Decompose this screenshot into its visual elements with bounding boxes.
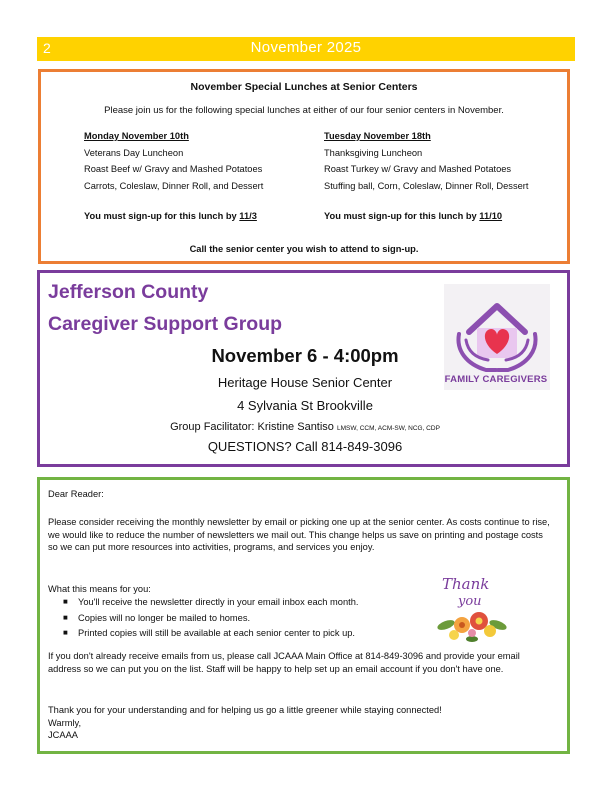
signup-deadline-veterans (84, 211, 257, 221)
dear-reader-box (37, 477, 570, 754)
meeting-address: 4 Sylvania St Brookville (237, 398, 373, 413)
list-item (60, 612, 358, 628)
list-item-text: You'll receive the newsletter directly in your email inbox each month. (78, 597, 359, 607)
lunches-intro: Please join us for the following special lunches at either of our four senior centers in November. (104, 105, 504, 116)
call-note: Call the senior center you wish to attend to sign-up. (189, 244, 419, 254)
facilitator (40, 421, 570, 433)
logo-caption: FAMILY CAREGIVERS (444, 374, 548, 385)
benefits-list (60, 596, 358, 643)
greeting: Dear Reader: (48, 489, 104, 499)
signup-date: 11/10 (479, 211, 503, 221)
signature: JCAAA (48, 730, 78, 740)
list-item-text: Printed copies will still be available at each senior center to pick up. (78, 628, 355, 638)
lunch-day: Monday November 10th (84, 131, 189, 141)
list-item-text: Copies will no longer be mailed to homes. (78, 612, 251, 623)
signup-text: You must sign-up for this lunch by (324, 211, 480, 221)
lunch-name: Veterans Day Luncheon (84, 147, 184, 158)
lunch-day: Tuesday November 18th (324, 131, 431, 141)
closing (48, 704, 553, 742)
signup-date: 11/3 (239, 211, 257, 221)
lunch-thanksgiving (324, 128, 528, 194)
lunch-menu-line: Carrots, Coleslaw, Dinner Roll, and Dessert (84, 180, 264, 191)
caregiver-subtitle: Caregiver Support Group (48, 313, 283, 335)
meeting-date-time: November 6 - 4:00pm (211, 345, 399, 366)
lunch-menu-line: Roast Beef w/ Gravy and Mashed Potatoes (84, 164, 263, 174)
square-bullet-icon: ■ (63, 628, 68, 637)
facilitator-credentials: LMSW, CCM, ACM-SW, NCG, CDP (336, 425, 440, 432)
lunch-menu-line: Stuffing ball, Corn, Coleslaw, Dinner Roll, Dessert (324, 180, 529, 191)
caregiver-support-box (37, 270, 570, 467)
thank-you-flowers-icon (432, 567, 512, 649)
paragraph: Please consider receiving the monthly newsletter by email or picking one up at the senior center. As costs continue to rise, we would like to reduce the number of newsletters we mail out. This change helps us save on printing and postage costs so we can put more resources into activities, programs, and services you enjoy. (48, 517, 550, 552)
square-bullet-icon: ■ (63, 612, 68, 622)
lunch-veterans (84, 128, 263, 194)
lunches-title: November Special Lunches at Senior Centers (190, 81, 418, 93)
header-bar (37, 37, 575, 61)
paragraph: If you don't already receive emails from us, please call JCAAA Main Office at 814-849-3096 and provide your email address so we can put you on the list. Staff will be happy to help set up an email account if you don't have one. (48, 651, 520, 674)
page-number: 2 (43, 40, 51, 56)
questions-phone: QUESTIONS? Call 814-849-3096 (207, 439, 403, 454)
lunch-menu-line: Roast Turkey w/ Gravy and Mashed Potatoes (324, 164, 512, 174)
closing-thanks: Thank you for your understanding and for helping us go a little greener while staying connected! (48, 705, 442, 715)
month-title: November 2025 (250, 39, 362, 56)
square-bullet-icon: ■ (63, 597, 68, 606)
signup-deadline-thanksgiving (324, 211, 502, 221)
caregiver-title: Jefferson County (48, 281, 209, 303)
facilitator-name: Group Facilitator: Kristine Santiso (170, 421, 337, 433)
svg-text:you: you (458, 594, 482, 609)
list-item (60, 627, 358, 643)
means-heading: What this means for you: (48, 584, 151, 594)
list-item (60, 596, 358, 612)
lunch-name: Thanksgiving Luncheon (324, 147, 423, 158)
signup-text: You must sign-up for this lunch by (84, 211, 240, 221)
svg-text:Thank: Thank (442, 575, 490, 593)
special-lunches-box (38, 69, 570, 264)
meeting-venue: Heritage House Senior Center (217, 375, 393, 390)
closing-warmly: Warmly, (48, 717, 82, 728)
